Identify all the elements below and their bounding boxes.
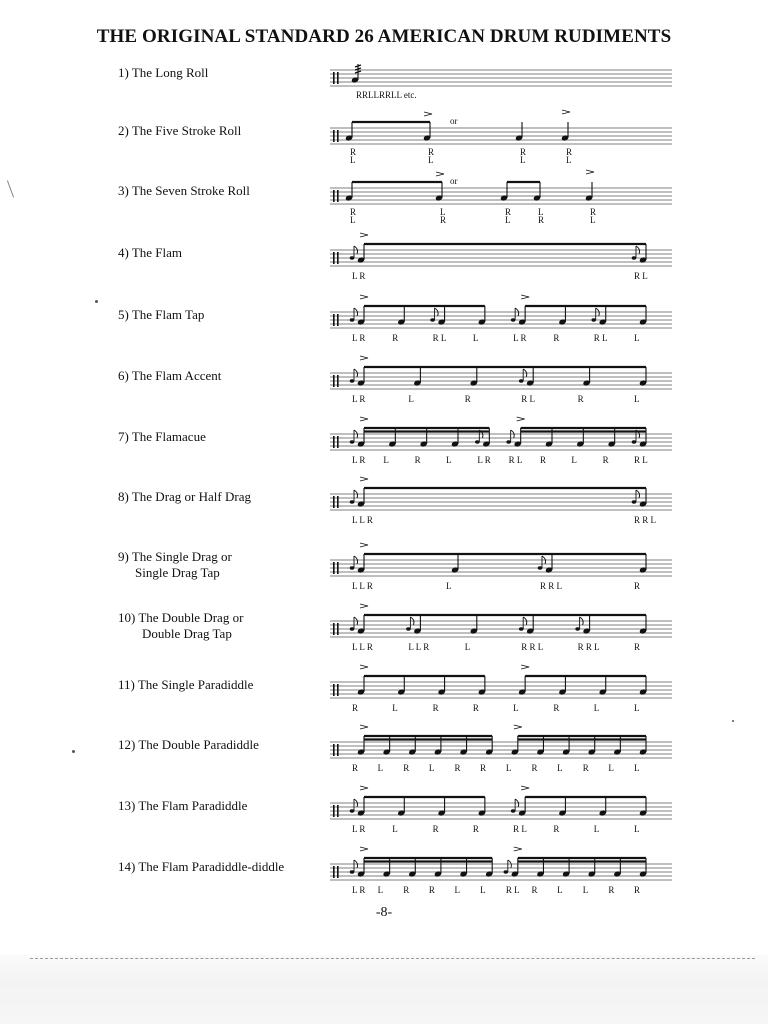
notation-staff <box>0 168 768 228</box>
sticking-letter: L <box>446 455 452 465</box>
sticking-letter: L <box>634 394 640 404</box>
sticking-letter: R <box>350 207 357 217</box>
notation-staff <box>0 353 768 413</box>
sticking-letter: R <box>472 703 479 713</box>
rudiment-10 <box>0 601 768 661</box>
scan-speck <box>732 720 734 722</box>
sticking-letter: L R <box>352 824 366 834</box>
accent-mark <box>360 417 368 421</box>
rudiment-name-line: 2) The Five Stroke Roll <box>118 123 242 138</box>
percussion-clef <box>333 496 335 508</box>
rudiment-name-line: 12) The Double Paradiddle <box>118 737 259 752</box>
sticking-letter: R <box>350 147 357 157</box>
sticking-letter: R <box>540 455 547 465</box>
accent-mark <box>586 170 594 174</box>
accent-mark <box>521 295 529 299</box>
rudiment-name-line: 8) The Drag or Half Drag <box>118 489 251 504</box>
scan-speck <box>72 750 75 753</box>
sticking-letter: L <box>634 703 640 713</box>
sticking-letter: L R <box>352 885 366 895</box>
sticking-letter: R <box>414 455 421 465</box>
sticking-letter: L <box>350 155 356 165</box>
sticking-letter: L <box>634 333 640 343</box>
sticking-letter: R <box>634 885 641 895</box>
percussion-clef <box>333 190 335 202</box>
accent-mark <box>517 417 525 421</box>
sticking-letter: L <box>608 763 614 773</box>
percussion-clef <box>333 436 335 448</box>
rudiment-14 <box>0 844 768 904</box>
notation-staff <box>0 50 768 110</box>
rudiment-name-line: 4) The Flam <box>118 245 183 260</box>
percussion-clef <box>333 72 335 84</box>
sticking-letter: R <box>428 147 435 157</box>
sticking-letter: L <box>505 215 511 225</box>
rudiment-name-line: Single Drag Tap <box>135 565 220 580</box>
sticking-letter: R <box>403 763 410 773</box>
percussion-clef <box>333 252 335 264</box>
scan-edge-line <box>30 958 755 959</box>
notation-staff <box>0 540 768 600</box>
or-label: or <box>450 116 458 126</box>
accent-mark <box>360 543 368 547</box>
sticking-letter: L <box>571 455 577 465</box>
rudiment-name-line: Double Drag Tap <box>142 626 232 641</box>
sticking-letter: R <box>392 333 399 343</box>
rudiment-name-line: 5) The Flam Tap <box>118 307 205 322</box>
notation-staff <box>0 474 768 534</box>
sticking-letter: R <box>352 703 359 713</box>
rudiment-1 <box>0 50 768 110</box>
sticking-letter: L <box>557 763 563 773</box>
accent-mark <box>562 110 570 114</box>
sticking-letter: R L <box>432 333 447 343</box>
sticking-letter: R <box>440 215 447 225</box>
rudiment-name-line: 14) The Flam Paradiddle-diddle <box>118 859 285 874</box>
sticking-letter: L <box>593 824 600 834</box>
rudiment-name-line: 11) The Single Paradiddle <box>118 677 254 692</box>
sticking-letter: R <box>590 207 597 217</box>
scan-edge-shade <box>0 955 768 1024</box>
sticking-letter: R <box>428 885 435 895</box>
sticking-letter: L R <box>352 271 366 281</box>
sticking-letter: L <box>538 207 544 217</box>
notation-staff <box>0 292 768 352</box>
sticking-letter: R R L <box>577 642 600 652</box>
notation-staff <box>0 722 768 782</box>
rudiment-2 <box>0 108 768 168</box>
notation-staff <box>0 783 768 843</box>
rudiment-name-line: 10) The Double Drag or <box>118 610 244 625</box>
sticking-letter: R <box>454 763 461 773</box>
scan-speck <box>95 300 98 303</box>
accent-mark <box>360 847 368 851</box>
rudiment-13 <box>0 783 768 843</box>
sticking-letter: R <box>634 581 641 591</box>
sticking-line: RRLLRRLL etc. <box>356 90 417 100</box>
notation-staff <box>0 230 768 290</box>
sticking-letter: L L R <box>408 642 430 652</box>
sticking-letter: R <box>577 394 584 404</box>
sticking-letter: L R <box>513 333 527 343</box>
sticking-letter: L <box>593 703 600 713</box>
sticking-letter: R <box>553 824 560 834</box>
sticking-letter: R <box>432 703 439 713</box>
accent-mark <box>521 786 529 790</box>
sticking-letter: L <box>513 703 519 713</box>
rudiment-8 <box>0 474 768 534</box>
notation-staff <box>0 844 768 904</box>
sticking-letter: L <box>464 642 471 652</box>
sticking-letter: R <box>553 703 560 713</box>
sticking-letter: R R L <box>521 642 544 652</box>
rudiment-name-line: 9) The Single Drag or <box>118 549 232 564</box>
sticking-letter: L R <box>352 333 366 343</box>
rudiment-name-line: 13) The Flam Paradiddle <box>118 798 248 813</box>
sticking-letter: R L <box>634 455 648 465</box>
sticking-letter: L <box>377 885 384 895</box>
accent-mark <box>360 786 368 790</box>
page-number: -8- <box>375 905 393 920</box>
percussion-clef <box>333 805 335 817</box>
rudiment-name-line: 7) The Flamacue <box>118 429 206 444</box>
accent-mark <box>360 477 368 481</box>
sticking-letter: L <box>383 455 389 465</box>
sticking-letter: L R <box>477 455 491 465</box>
sticking-letter: L <box>392 703 398 713</box>
or-label: or <box>450 176 458 186</box>
sticking-letter: L <box>350 215 356 225</box>
rudiment-name-line: 6) The Flam Accent <box>118 368 222 383</box>
sticking-letter: R <box>566 147 573 157</box>
notation-staff <box>0 414 768 474</box>
rudiment-name-line: 1) The Long Roll <box>118 65 209 80</box>
page-title: THE ORIGINAL STANDARD 26 AMERICAN DRUM RUDIMENTS <box>96 26 672 47</box>
sticking-letter: L L R <box>352 515 373 525</box>
sticking-letter: R <box>464 394 471 404</box>
sticking-letter: L <box>440 207 446 217</box>
sticking-letter: L <box>566 155 572 165</box>
sticking-letter: R <box>352 763 359 773</box>
sticking-letter: L <box>472 333 479 343</box>
sticking-letter: R R L <box>540 581 563 591</box>
sticking-letter: L <box>582 885 589 895</box>
sticking-letter: R <box>608 885 615 895</box>
rudiment-name-line: 3) The Seven Stroke Roll <box>118 183 250 198</box>
percussion-clef <box>333 623 335 635</box>
sticking-letter: L <box>634 763 640 773</box>
sticking-letter: R L <box>593 333 608 343</box>
percussion-clef <box>333 684 335 696</box>
sticking-letter: R L <box>521 394 535 404</box>
sticking-letter: R <box>582 763 589 773</box>
sticking-letter: L <box>408 394 414 404</box>
sticking-letter: R <box>553 333 560 343</box>
sticking-letter: L <box>505 763 512 773</box>
sticking-letter: R <box>531 885 538 895</box>
sticking-letter: R R L <box>634 515 657 525</box>
accent-mark <box>436 172 444 176</box>
accent-mark <box>360 725 368 729</box>
sticking-letter: L <box>480 885 486 895</box>
sticking-letter: R <box>602 455 609 465</box>
sticking-letter: R <box>480 763 487 773</box>
sticking-letter: L L R <box>352 581 373 591</box>
sticking-letter: L <box>634 824 640 834</box>
notation-staff <box>0 662 768 722</box>
sticking-letter: L <box>590 215 596 225</box>
percussion-clef <box>333 866 335 878</box>
sticking-letter: L R <box>352 455 366 465</box>
percussion-clef <box>333 130 335 142</box>
sticking-letter: R <box>538 215 545 225</box>
accent-mark <box>521 665 529 669</box>
sticking-letter: L <box>454 885 461 895</box>
notation-staff <box>0 108 768 168</box>
rudiment-11 <box>0 662 768 722</box>
sticking-letter: R <box>520 147 527 157</box>
sticking-letter: L R <box>352 394 366 404</box>
rudiment-6 <box>0 353 768 413</box>
accent-mark <box>514 725 522 729</box>
rudiment-4 <box>0 230 768 290</box>
percussion-clef <box>333 314 335 326</box>
accent-mark <box>424 112 432 116</box>
percussion-clef <box>333 375 335 387</box>
notation-staff <box>0 601 768 661</box>
percussion-clef <box>333 562 335 574</box>
accent-mark <box>360 356 368 360</box>
accent-mark <box>360 665 368 669</box>
accent-mark <box>360 233 368 237</box>
rudiment-7 <box>0 414 768 474</box>
sticking-letter: L <box>428 763 435 773</box>
sticking-letter: L <box>428 155 434 165</box>
sticking-letter: R L <box>634 271 648 281</box>
sticking-letter: R L <box>513 824 527 834</box>
sticking-letter: L L R <box>352 642 373 652</box>
sticking-letter: R <box>403 885 410 895</box>
sticking-letter: L <box>520 155 526 165</box>
sticking-letter: L <box>377 763 384 773</box>
accent-mark <box>360 604 368 608</box>
accent-mark <box>360 295 368 299</box>
sticking-letter: R L <box>505 885 520 895</box>
rudiment-5 <box>0 292 768 352</box>
sticking-letter: R <box>634 642 641 652</box>
sticking-letter: R <box>531 763 538 773</box>
sticking-letter: L <box>446 581 452 591</box>
percussion-clef <box>333 744 335 756</box>
rudiment-12 <box>0 722 768 782</box>
rudiment-9 <box>0 540 768 600</box>
sticking-letter: R L <box>508 455 523 465</box>
sticking-letter: R <box>432 824 439 834</box>
sticking-letter: L <box>557 885 563 895</box>
sticking-letter: L <box>392 824 398 834</box>
sticking-letter: R <box>472 824 479 834</box>
accent-mark <box>514 847 522 851</box>
sticking-letter: R <box>505 207 512 217</box>
rudiment-3 <box>0 168 768 228</box>
